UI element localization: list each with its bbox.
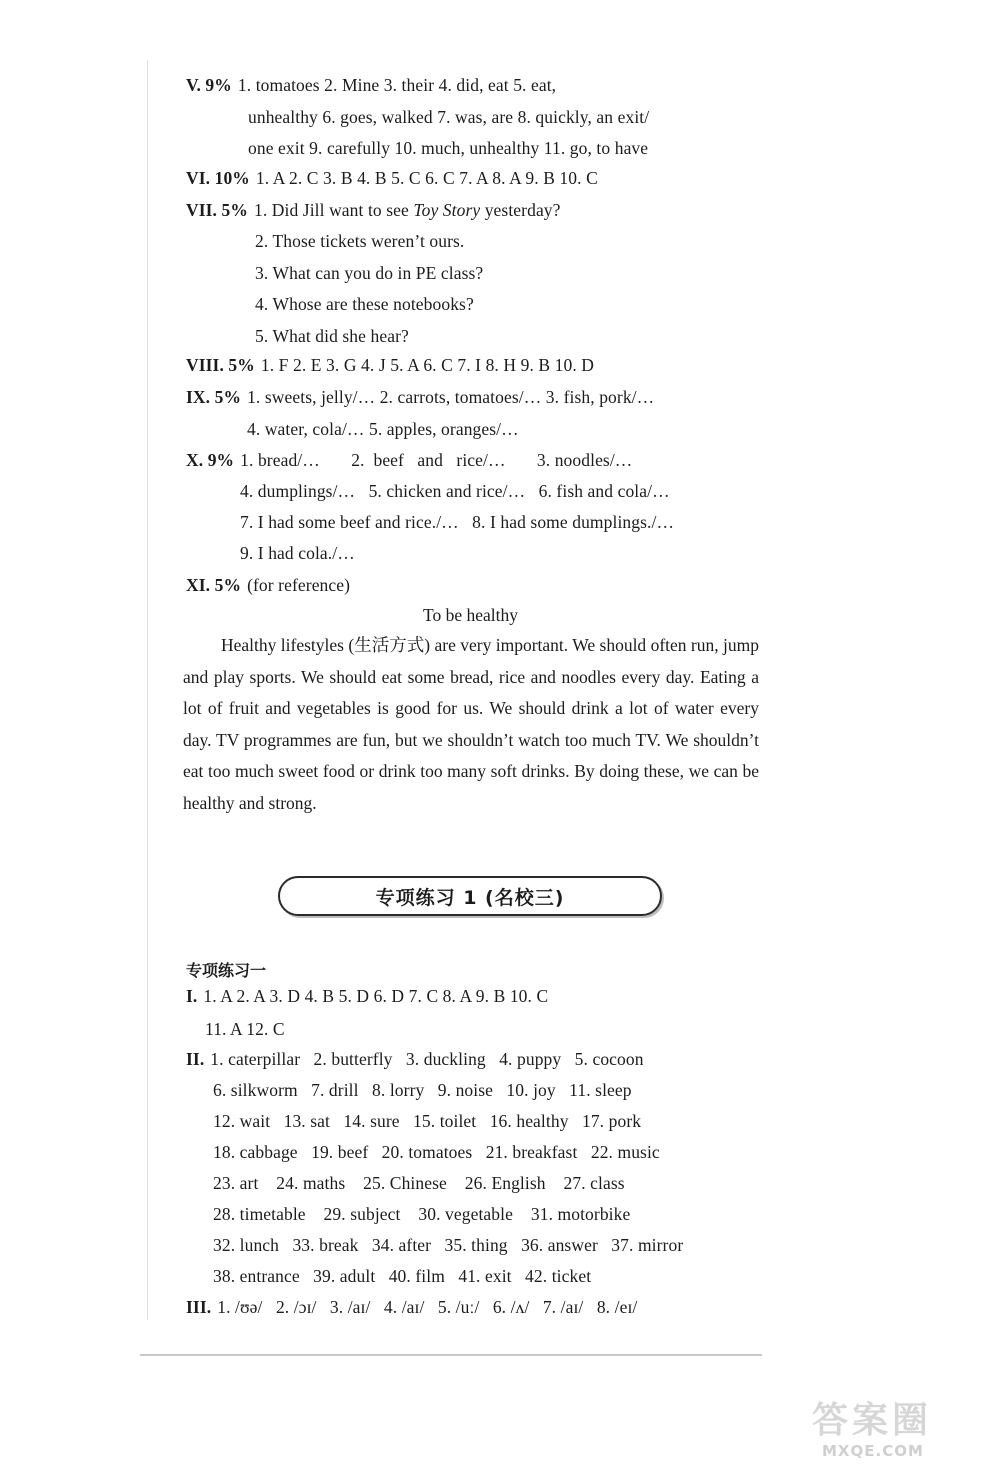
section-x-line-2 — [240, 480, 670, 502]
section-x-line-4 — [240, 542, 355, 564]
section-vii-line-4 — [255, 293, 474, 315]
essay-body — [183, 630, 759, 819]
practice-banner — [278, 876, 662, 916]
essay-title: To be healthy — [423, 605, 518, 625]
section-vii-q4: 4. Whose are these notebooks? — [255, 294, 474, 314]
section-vii-q1-after: yesterday? — [480, 200, 561, 220]
section2-ii-line-6 — [213, 1203, 630, 1225]
section-vii-line-1 — [186, 199, 561, 221]
section-x-answers-3: 7. I had some beef and rice./… 8. I had some dumplings./… — [240, 512, 675, 532]
section-vii-q1-italic: Toy Story — [413, 200, 481, 220]
section2-i-answers-2: 11. A 12. C — [205, 1019, 285, 1039]
section-ix-answers-2: 4. water, cola/… 5. apples, oranges/… — [247, 419, 519, 439]
section-vii-line-3 — [255, 262, 483, 284]
section-x-line-3 — [240, 511, 674, 533]
watermark-text: 答案圈 — [812, 1400, 933, 1441]
section-viii-label: VIII. 5% — [186, 355, 255, 375]
section-v-label: V. 9% — [186, 75, 232, 95]
section-v-answers-1: 1. tomatoes 2. Mine 3. their 4. did, eat 5. eat, — [237, 75, 557, 95]
section-vii-q2: 2. Those tickets weren’t ours. — [255, 231, 465, 251]
watermark-logo — [812, 1392, 992, 1467]
section-x-line-1 — [186, 449, 632, 471]
section-vii-q5: 5. What did she hear? — [255, 326, 409, 346]
section-viii-line — [186, 354, 594, 376]
section-ix-label: IX. 5% — [186, 387, 242, 407]
section-v-line-3 — [248, 137, 648, 159]
section2-ii-label: II. — [186, 1049, 205, 1069]
bottom-rule — [140, 1354, 762, 1356]
section2-ii-answers-8: 38. entrance 39. adult 40. film 41. exit 42. ticket — [213, 1266, 592, 1286]
section-vii-line-5 — [255, 325, 409, 347]
section-vi-answers: 1. A 2. C 3. B 4. B 5. C 6. C 7. A 8. A 9. B 10. C — [255, 168, 598, 188]
section2-ii-answers-1: 1. caterpillar 2. butterfly 3. duckling 4. puppy 5. cocoon — [210, 1049, 644, 1069]
section2-ii-line-8 — [213, 1265, 591, 1287]
section2-ii-answers-5: 23. art 24. maths 25. Chinese 26. English 27. class — [213, 1173, 625, 1193]
section2-ii-answers-2: 6. silkworm 7. drill 8. lorry 9. noise 10. joy 11. sleep — [213, 1080, 632, 1100]
left-margin-rule — [147, 60, 148, 1320]
section-xi-label: XI. 5% — [186, 575, 242, 595]
section2-ii-line-4 — [213, 1141, 660, 1163]
section-x-label: X. 9% — [186, 450, 235, 470]
section-xi-note: (for reference) — [247, 575, 351, 595]
section2-i-line-2 — [205, 1018, 285, 1040]
section2-i-label: I. — [186, 986, 198, 1006]
section2-ii-answers-3: 12. wait 13. sat 14. sure 15. toilet 16. healthy 17. pork — [213, 1111, 642, 1131]
section2-iii-line — [186, 1296, 637, 1318]
section2-ii-answers-6: 28. timetable 29. subject 30. vegetable 31. motorbike — [213, 1204, 631, 1224]
section-vii-line-2 — [255, 230, 464, 252]
section-vii-label: VII. 5% — [186, 200, 248, 220]
section-v-line-2 — [248, 106, 649, 128]
section-v-line-1 — [186, 74, 556, 96]
watermark-url: MXQE.COM — [822, 1442, 924, 1460]
section2-iii-answers: 1. /ʊə/ 2. /ɔɪ/ 3. /aɪ/ 4. /aɪ/ 5. /uː/ 6. /ʌ/ 7. /aɪ/ 8. /eɪ/ — [217, 1297, 638, 1317]
section-viii-answers: 1. F 2. E 3. G 4. J 5. A 6. C 7. I 8. H 9. B 10. D — [260, 355, 595, 375]
section2-ii-line-3 — [213, 1110, 641, 1132]
section-v-answers-2: unhealthy 6. goes, walked 7. was, are 8. quickly, an exit/ — [248, 107, 650, 127]
section-xi-line — [186, 574, 350, 596]
section-ix-line-2 — [247, 418, 519, 440]
section2-ii-line-2 — [213, 1079, 632, 1101]
section2-ii-answers-7: 32. lunch 33. break 34. after 35. thing 36. answer 37. mirror — [213, 1235, 684, 1255]
section-x-answers-1: 1. bread/… 2. beef and rice/… 3. noodles/… — [240, 450, 633, 470]
section2-iii-label: III. — [186, 1297, 212, 1317]
practice-subheading: 专项练习一 — [186, 961, 267, 980]
section-vi-label: VI. 10% — [186, 168, 250, 188]
section-ix-answers-1: 1. sweets, jelly/… 2. carrots, tomatoes/… 3. fish, pork/… — [247, 387, 655, 407]
section-ix-line-1 — [186, 386, 654, 408]
essay-text: Healthy lifestyles (生活方式) are very important. We should often run, jump and play sports. We should eat some bread, rice and noodles every day. Eating a lot of fruit and vegetables is good for us. We should drink a lot of water every day. TV programmes are fun, but we shouldn’t watch too much TV. We shouldn’t eat too much sweet food or drink too many soft drinks. By doing these, we can be healthy and strong. — [183, 635, 759, 813]
section-v-answers-3: one exit 9. carefully 10. much, unhealthy 11. go, to have — [248, 138, 649, 158]
section-x-answers-2: 4. dumplings/… 5. chicken and rice/… 6. fish and cola/… — [240, 481, 670, 501]
section-vi-line — [186, 167, 598, 189]
banner-title: 专项练习 1 (名校三) — [375, 886, 565, 909]
section2-i-answers-1: 1. A 2. A 3. D 4. B 5. D 6. D 7. C 8. A 9. B 10. C — [203, 986, 549, 1006]
section2-i-line-1 — [186, 985, 548, 1007]
section-vii-q3: 3. What can you do in PE class? — [255, 263, 484, 283]
section2-ii-line-7 — [213, 1234, 683, 1256]
section2-ii-line-5 — [213, 1172, 625, 1194]
section2-ii-answers-4: 18. cabbage 19. beef 20. tomatoes 21. breakfast 22. music — [213, 1142, 660, 1162]
section2-ii-line-1 — [186, 1048, 644, 1070]
section-vii-q1-before: 1. Did Jill want to see — [253, 200, 414, 220]
section-x-answers-4: 9. I had cola./… — [240, 543, 355, 563]
